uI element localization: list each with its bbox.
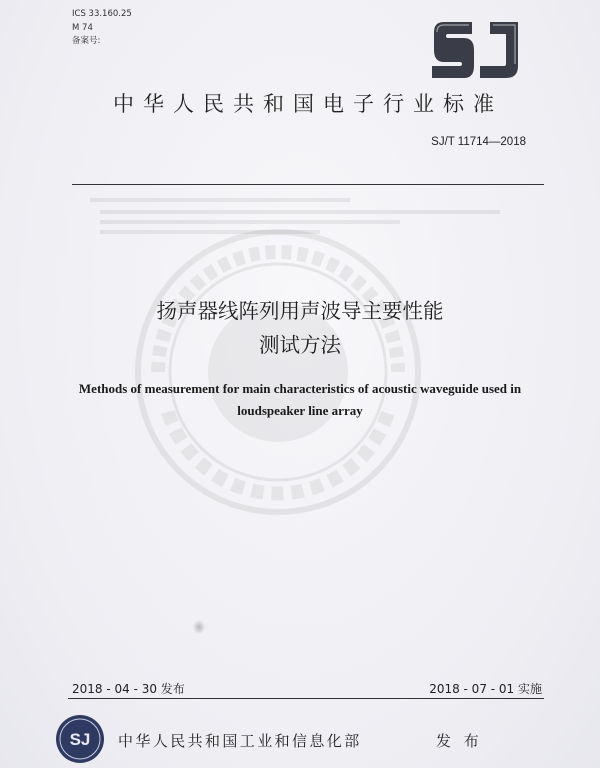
english-title: [60, 378, 540, 422]
chinese-title-line-2: 测试方法: [259, 333, 341, 357]
issue-date: 2018 - 04 - 30 发布: [72, 682, 185, 696]
implementation-date: 2018 - 07 - 01 实施: [429, 682, 542, 696]
issuing-authority: 中华人民共和国工业和信息化部: [118, 732, 362, 750]
ics-code: ICS 33.160.25: [72, 9, 132, 19]
english-title-line-1: Methods of measurement for main characteristics of acoustic waveguide used in: [78, 381, 522, 396]
classification-code: M 74: [72, 22, 93, 33]
sj-logo: [428, 20, 522, 82]
record-number-label: 备案号:: [72, 36, 101, 46]
svg-text:SJ: SJ: [69, 730, 91, 749]
bottom-divider: [68, 698, 544, 699]
ministry-emblem: [55, 714, 105, 764]
english-title-line-2: loudspeaker line array: [237, 403, 363, 418]
chinese-title: [0, 294, 600, 362]
watermark-seal: [128, 222, 428, 522]
standard-number: SJ/T 11714—2018: [431, 136, 526, 148]
show-through-lines: [90, 194, 510, 244]
issue-label: 发 布: [436, 732, 483, 750]
standard-type-heading: 中华人民共和国电子行业标准: [113, 92, 503, 116]
paper-smudge: [193, 620, 205, 634]
top-divider: [72, 184, 544, 185]
chinese-title-line-1: 扬声器线阵列用声波导主要性能: [156, 299, 444, 323]
document-metadata: [72, 8, 132, 49]
